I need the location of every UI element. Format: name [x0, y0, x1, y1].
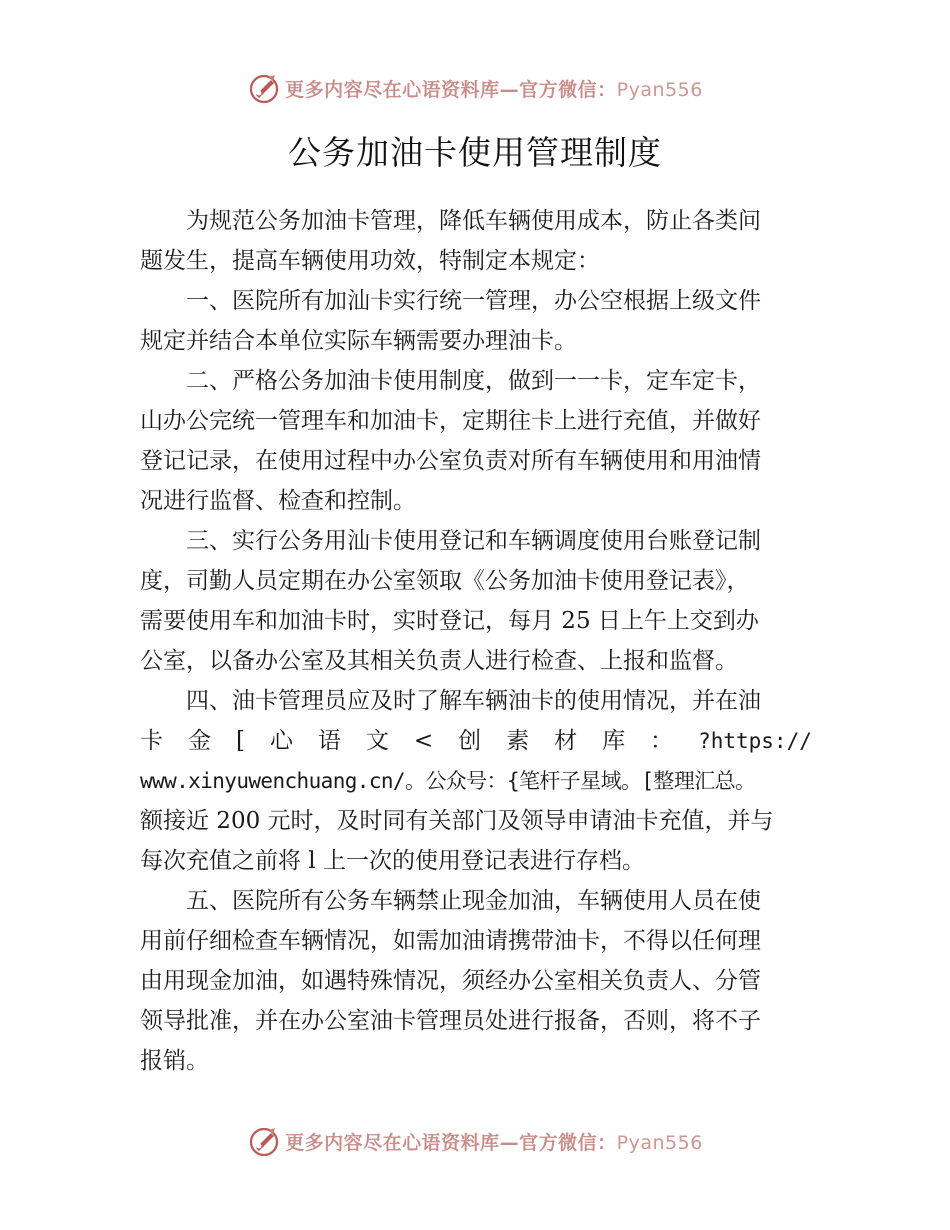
watermark-text: 更多内容尽在心语资料库—官方微信：Pyan556 — [285, 78, 703, 101]
text-token: 文 — [365, 728, 389, 754]
logo-icon — [247, 71, 281, 105]
text-token: < — [413, 728, 434, 754]
text-line: 额接近 200 元时，及时同有关部门及领导申请油卡充值，并与 — [140, 808, 774, 834]
logo-icon — [247, 1124, 281, 1158]
text-token: 库 — [602, 728, 626, 754]
document-title: 公务加油卡使用管理制度 — [288, 133, 662, 172]
paragraph-article-2 — [140, 361, 820, 521]
text-line: 用前仔细检查车辆情况，如需加油请携带油卡，不得以任何理 — [140, 928, 761, 954]
paragraph-article-1 — [140, 281, 820, 361]
text-token: [ — [235, 728, 245, 754]
text-line: 三、实行公务用汕卡使用登记和车辆调度使用台账登记制 — [186, 528, 761, 554]
footer-watermark-banner — [0, 1121, 950, 1161]
spread-text-line — [140, 721, 812, 761]
watermark-text: 更多内容尽在心语资料库—官方微信：Pyan556 — [285, 1131, 703, 1154]
text-line: 由用现金加油，如遇特殊情况，须经办公室相关负责人、分管 — [140, 968, 761, 994]
text-line: 度，司勤人员定期在办公室领取《公务加油卡使用登记表》， — [140, 568, 750, 594]
text-token: 卡 — [140, 728, 163, 754]
text-token: ： — [650, 728, 674, 754]
text-line: 五、医院所有公务车辆禁止现金加油，车辆使用人员在使 — [186, 888, 761, 914]
text-line: 为规范公务加油卡管理，降低车辆使用成本，防止各类问 — [186, 208, 761, 234]
text-token: 语 — [317, 728, 341, 754]
text-line: 需要使用车和加油卡时，实时登记，每月 25 日上午上交到办 — [140, 608, 759, 634]
text-token: 心 — [269, 728, 293, 754]
wechat-id: Pyan556 — [616, 78, 703, 101]
text-line: 四、油卡管理员应及时了解车辆油卡的使用情况，并在油 — [186, 688, 761, 714]
text-token: 创 — [458, 728, 482, 754]
text-line: 题发生，提高车辆使用功效，特制定本规定： — [140, 248, 600, 274]
text-line: 登记记录，在使用过程中办公室负责对所有车辆使用和用油情 — [140, 448, 761, 474]
text-line: 二、严格公务加油卡使用制度，做到一一卡，定车定卡， — [186, 368, 761, 394]
text-line: 一、医院所有加汕卡实行统一管理，办公空根据上级文件 — [186, 288, 761, 314]
paragraph-intro — [140, 201, 820, 281]
text-token: 材 — [554, 728, 578, 754]
wechat-id: Pyan556 — [616, 1131, 703, 1154]
text-token: 金 — [187, 728, 211, 754]
text-line: 规定并结合本单位实际车辆需要办理油卡。 — [140, 328, 577, 354]
url-fragment: ?https:// — [698, 729, 812, 753]
header-watermark-banner — [0, 68, 950, 108]
text-line: 山办公完统一管理车和加油卡，定期往卡上进行充值，并做好 — [140, 408, 761, 434]
document-body — [140, 201, 820, 1081]
text-line: 公室，以备办公室及其相关负责人进行检查、上报和监督。 — [140, 648, 738, 674]
paragraph-article-3 — [140, 521, 820, 681]
text-line: 报销。 — [140, 1048, 209, 1074]
paragraph-article-4 — [140, 681, 820, 881]
text-line-with-url: www.xinyuwenchuang.cn/。公众号：{笔杆子星域。[整理汇总。 — [140, 769, 756, 793]
text-line: 每次充值之前将 l 上一次的使用登记表进行存档。 — [140, 848, 645, 874]
text-token: 素 — [506, 728, 530, 754]
text-line: 况进行监督、检查和控制。 — [140, 488, 416, 514]
text-line: 领导批准，并在办公室油卡管理员处进行报备，否则，将不子 — [140, 1008, 761, 1034]
paragraph-article-5 — [140, 881, 820, 1081]
